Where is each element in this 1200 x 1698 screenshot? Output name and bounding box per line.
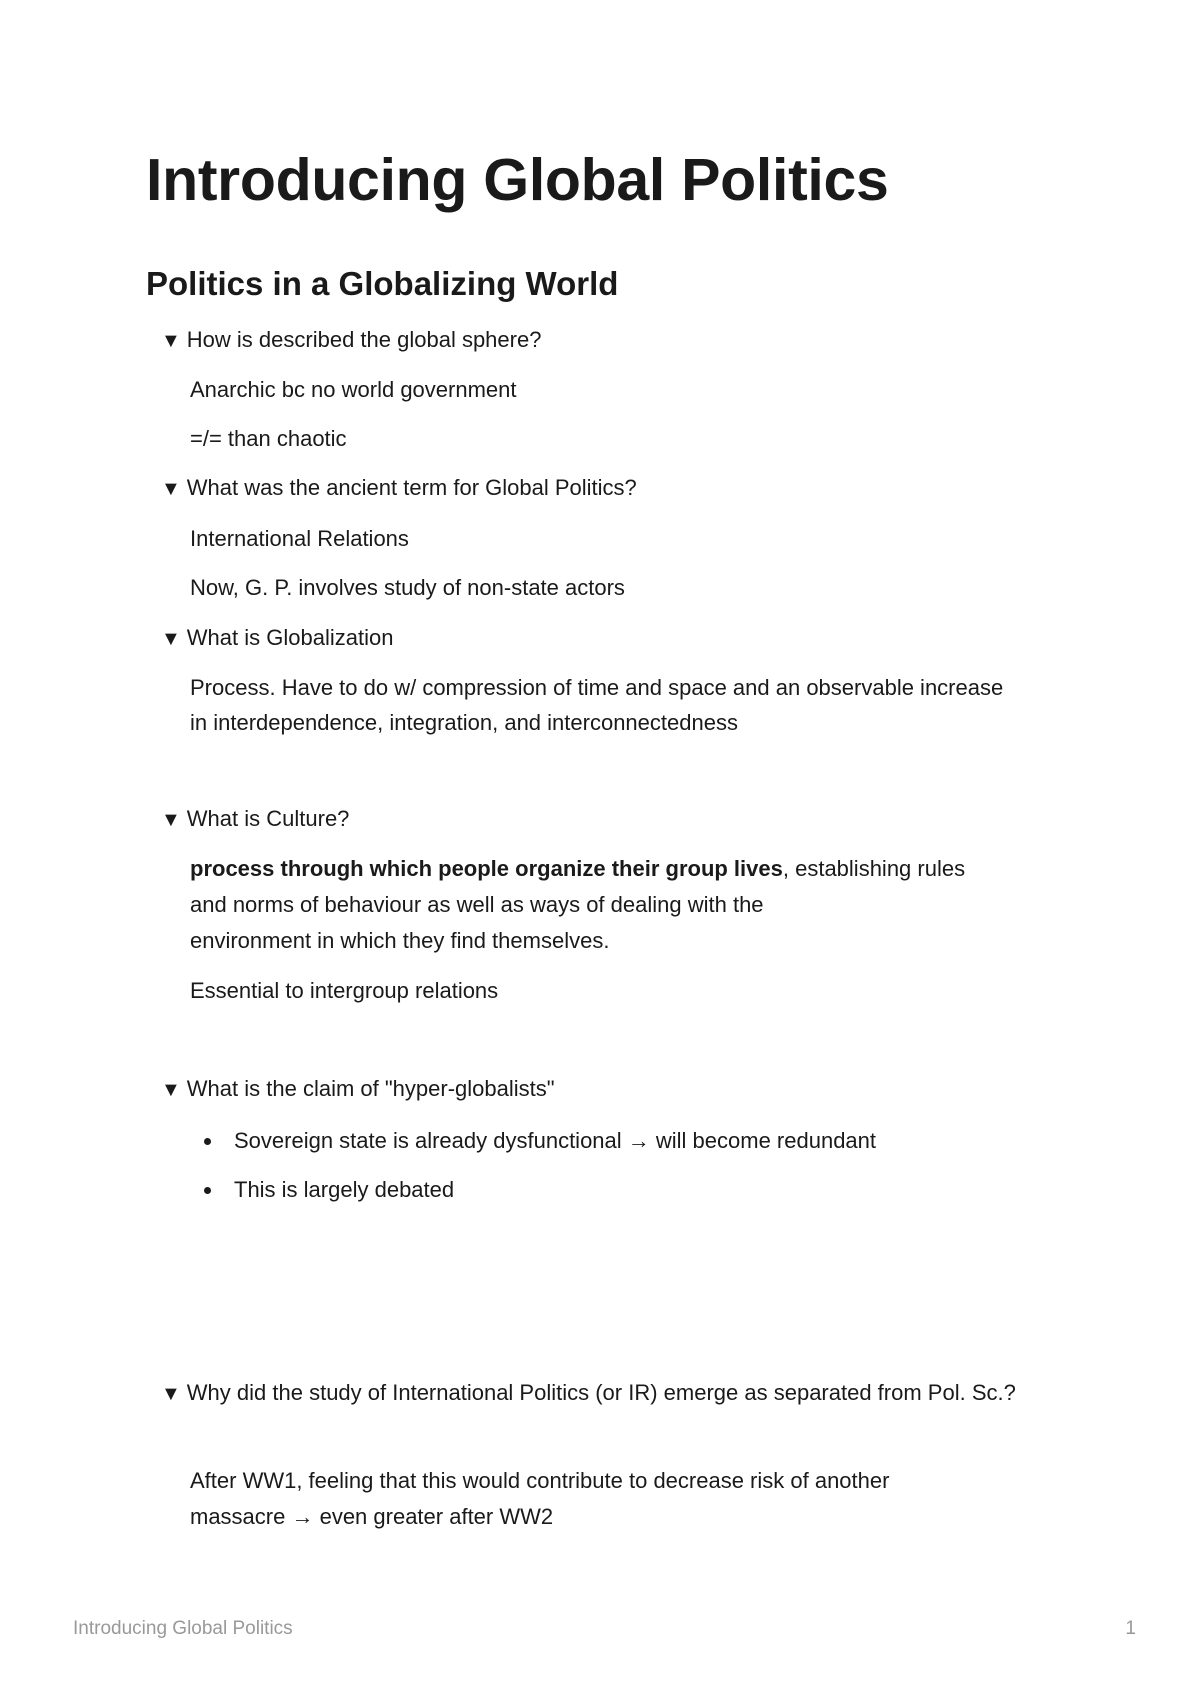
bullet-icon: [204, 1138, 211, 1145]
bullet-list: [190, 1124, 876, 1207]
list-item: Sovereign state is already dysfunctional → will become redundant: [190, 1124, 876, 1158]
bullet-icon: [204, 1187, 211, 1194]
toggle-answer-ir: [190, 1463, 1070, 1535]
toggle-question-text: What is the claim of "hyper-globalists": [186, 1076, 555, 1101]
bold-definition: process through which people organize their group lives: [190, 856, 783, 881]
toggle-answer-culture: [190, 851, 1070, 959]
list-item: This is largely debated: [190, 1173, 876, 1207]
footer-title: Introducing Global Politics: [73, 1618, 293, 1639]
toggle-question-text: Why did the study of International Politics (or IR) emerge as separated from Pol. Sc.?: [186, 1380, 1016, 1405]
toggle-question-text: What is Globalization: [186, 625, 394, 650]
triangle-down-icon[interactable]: ▼: [161, 330, 181, 352]
toggle-question-text: How is described the global sphere?: [186, 327, 542, 352]
toggle-question-global-sphere[interactable]: [161, 323, 1061, 357]
toggle-answer: Process. Have to do w/ compression of time and space and an observable increase in interdependence, integration, and interconnectedness: [190, 675, 1004, 736]
definition-line: environment in which they find themselves.: [190, 928, 610, 953]
triangle-down-icon[interactable]: ▼: [161, 478, 181, 500]
answer-line: massacre → even greater after WW2: [190, 1504, 554, 1529]
toggle-question-hyper-globalists[interactable]: [161, 1072, 1061, 1106]
definition-line: and norms of behaviour as well as ways of dealing with the: [190, 892, 764, 917]
toggle-answer: International Relations: [190, 526, 409, 551]
triangle-down-icon[interactable]: ▼: [161, 1383, 181, 1405]
toggle-question-ancient-term[interactable]: [161, 471, 1061, 505]
toggle-answer: =/= than chaotic: [190, 426, 347, 451]
toggle-answer: Now, G. P. involves study of non-state actors: [190, 575, 625, 600]
toggle-question-ir-emergence[interactable]: [161, 1375, 1071, 1412]
toggle-question-text: What was the ancient term for Global Politics?: [186, 475, 637, 500]
triangle-down-icon[interactable]: ▼: [161, 628, 181, 650]
triangle-down-icon[interactable]: ▼: [161, 1079, 181, 1101]
toggle-answer: Essential to intergroup relations: [190, 978, 499, 1003]
toggle-answer: Anarchic bc no world government: [190, 377, 517, 402]
toggle-question-globalization[interactable]: [161, 621, 1061, 655]
toggle-question-text: What is Culture?: [186, 806, 350, 831]
definition-rest: , establishing rules: [782, 856, 966, 881]
section-heading: Politics in a Globalizing World: [146, 265, 619, 302]
toggle-question-culture[interactable]: [161, 802, 1061, 836]
triangle-down-icon[interactable]: ▼: [161, 809, 181, 831]
page-title: Introducing Global Politics: [146, 147, 889, 213]
page-number: 1: [1125, 1618, 1136, 1639]
answer-line: After WW1, feeling that this would contribute to decrease risk of another: [190, 1468, 890, 1493]
